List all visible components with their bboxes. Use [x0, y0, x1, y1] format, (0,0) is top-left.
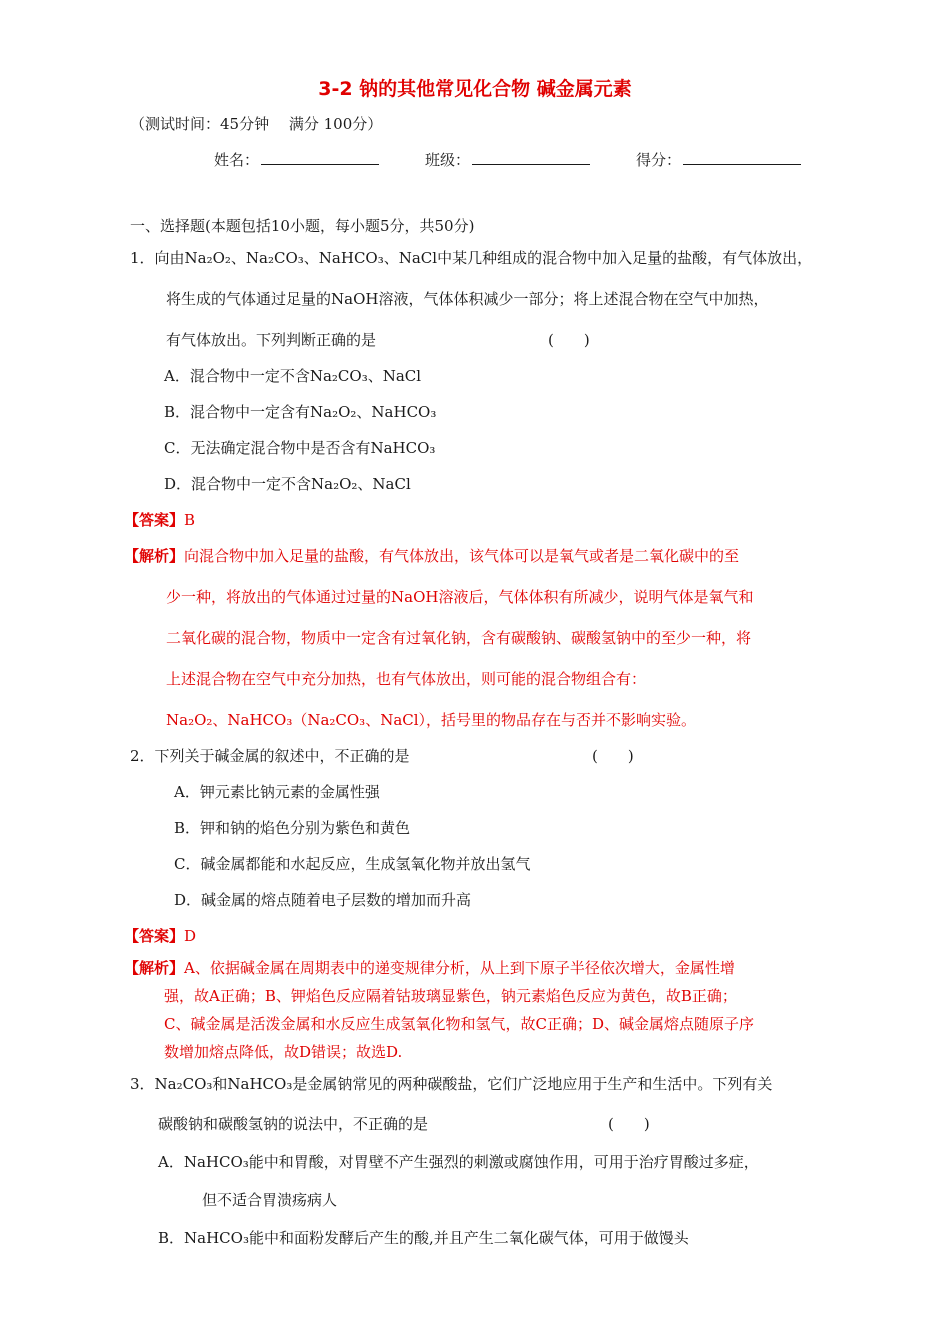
q1-option-b: B．混合物中一定含有Na₂O₂、NaHCO₃ [164, 403, 437, 421]
q2-answer-bracket: ( ) [592, 747, 634, 765]
q3-answer-bracket: ( ) [608, 1115, 650, 1133]
q1-analysis-line2: 少一种，将放出的气体通过过量的NaOH溶液后，气体体积有所减少，说明气体是氧气和 [166, 588, 754, 606]
q1-option-d: D．混合物中一定不含Na₂O₂、NaCl [164, 475, 411, 493]
answer-tag: 【答案】 [124, 927, 185, 945]
q3-stem-line2: 碳酸钠和碳酸氢钠的说法中，不正确的是 [158, 1115, 429, 1133]
q3-stem-line1: 3．Na₂CO₃和NaHCO₃是金属钠常见的两种碳酸盐，它们广泛地应用于生产和生活中。下列有关 [130, 1075, 773, 1093]
q1-answer [124, 510, 195, 530]
analysis-tag: 【解析】 [124, 959, 185, 977]
q1-analysis-line4: 上述混合物在空气中充分加热，也有气体放出，则可能的混合物组合有： [166, 670, 647, 688]
name-blank [261, 150, 379, 165]
q2-analysis-line2: 强，故A正确；B、钾焰色反应隔着钴玻璃显紫色，钠元素焰色反应为黄色，故B正确； [164, 987, 737, 1005]
q2-analysis-line1 [124, 958, 735, 978]
q1-analysis-text1: 向混合物中加入足量的盐酸，有气体放出，该气体可以是氧气或者是二氧化碳中的至 [184, 547, 740, 565]
class-label: 班级： [425, 151, 471, 169]
q3-option-a-line1: A．NaHCO₃能中和胃酸，对胃壁不产生强烈的刺激或腐蚀作用，可用于治疗胃酸过多症， [158, 1153, 759, 1171]
analysis-tag: 【解析】 [124, 547, 185, 565]
q2-analysis-text1: A、依据碱金属在周期表中的递变规律分析，从上到下原子半径依次增大，金属性增 [184, 959, 735, 977]
q2-option-c: C．碱金属都能和水起反应，生成氢氧化物并放出氢气 [174, 855, 531, 873]
q1-option-c: C．无法确定混合物中是否含有NaHCO₃ [164, 439, 436, 457]
answer-tag: 【答案】 [124, 511, 185, 529]
q2-analysis-line3: C、碱金属是活泼金属和水反应生成氢氧化物和氢气，故C正确；D、碱金属熔点随原子序 [164, 1015, 754, 1033]
name-field [214, 150, 379, 170]
q2-stem: 2．下列关于碱金属的叙述中，不正确的是 [130, 747, 410, 765]
page-title: 3-2 钠的其他常见化合物 碱金属元素 [318, 78, 632, 100]
q2-analysis-line4: 数增加熔点降低，故D错误；故选D. [164, 1043, 403, 1061]
q1-analysis-line5: Na₂O₂、NaHCO₃（Na₂CO₃、NaCl），括号里的物品存在与否并不影响实验。 [166, 711, 697, 729]
q1-stem-line1: 1．向由Na₂O₂、Na₂CO₃、NaHCO₃、NaCl中某几种组成的混合物中加入足量的盐酸，有气体放出， [130, 249, 813, 267]
q1-analysis-line1 [124, 546, 739, 566]
q1-answer-bracket: ( ) [548, 331, 590, 349]
q2-option-b: B．钾和钠的焰色分别为紫色和黄色 [174, 819, 411, 837]
q2-option-d: D．碱金属的熔点随着电子层数的增加而升高 [174, 891, 472, 909]
q3-option-b: B．NaHCO₃能中和面粉发酵后产生的酸,并且产生二氧化碳气体，可用于做馒头 [158, 1229, 689, 1247]
section-header: 一、选择题(本题包括10小题，每小题5分，共50分) [130, 217, 475, 235]
score-label: 得分： [636, 151, 682, 169]
q1-analysis-line3: 二氧化碳的混合物，物质中一定含有过氧化钠，含有碳酸钠、碳酸氢钠中的至少一种，将 [166, 629, 752, 647]
test-info: （测试时间：45分钟 满分 100分） [130, 115, 383, 133]
score-blank [683, 150, 801, 165]
q2-answer [124, 926, 196, 946]
score-field [636, 150, 801, 170]
q1-stem-line3: 有气体放出。下列判断正确的是 [166, 331, 377, 349]
q1-stem-line2: 将生成的气体通过足量的NaOH溶液，气体体积减少一部分；将上述混合物在空气中加热， [166, 290, 769, 308]
q1-answer-value: B [184, 511, 196, 529]
name-label: 姓名： [214, 151, 260, 169]
q3-option-a-line2: 但不适合胃溃疡病人 [202, 1191, 338, 1209]
class-blank [472, 150, 590, 165]
class-field [425, 150, 590, 170]
q2-option-a: A．钾元素比钠元素的金属性强 [174, 783, 380, 801]
q1-option-a: A．混合物中一定不含Na₂CO₃、NaCl [164, 367, 422, 385]
q2-answer-value: D [184, 927, 197, 945]
